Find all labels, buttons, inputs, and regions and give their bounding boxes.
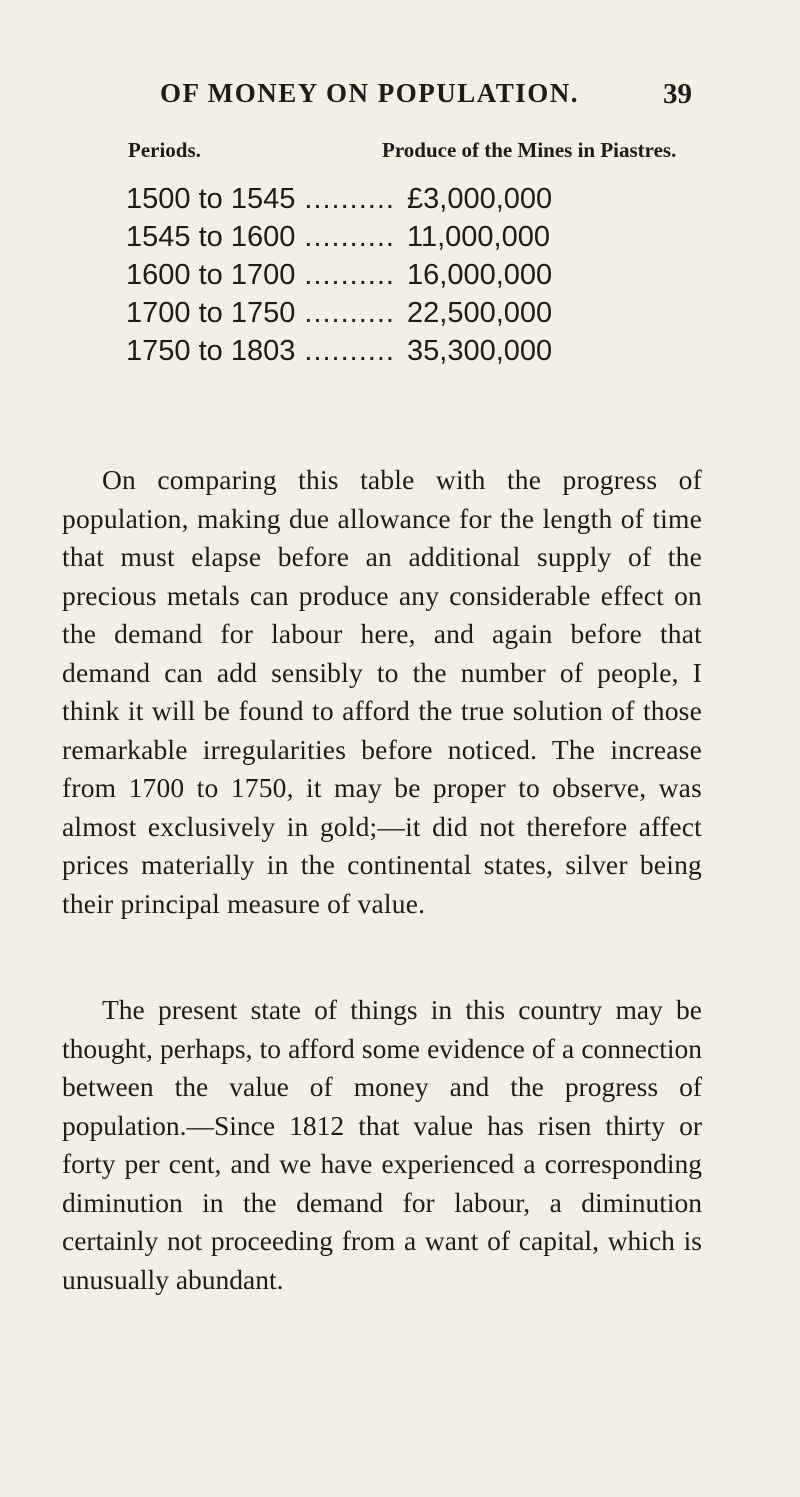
period-cell: 1750 to 1803 ..... — [126, 335, 394, 368]
amount-cell: 11,000,000 — [399, 221, 550, 254]
paragraph-present-state: The present state of things in this country may be thought, perhaps, to afford some evidence of a connection between the value of money and the progress of population.—Since 1812 that value has risen thirty or forty per cent, and we have experienced a corresponding diminution in the demand for labour, a diminution certainly not proceeding from a want of capital, which is unusually abundant. — [62, 994, 702, 1295]
amount-cell: 16,000,000 — [399, 259, 552, 292]
running-title: OF MONEY ON POPULATION. — [160, 78, 579, 108]
period-cell: 1500 to 1545 ..... — [126, 183, 394, 216]
period-cell: 1545 to 1600 ..... — [126, 221, 394, 254]
amount-cell: 22,500,000 — [399, 297, 552, 330]
amount-cell: £3,000,000 — [399, 183, 552, 216]
paragraph-comparison: On comparing this table with the progress of population, making due allowance for the length of time that must elapse before an additional supply of the precious metals can produce any considerable effect on the demand for labour here, and again before that demand can add sensibly to the number of people, I think it will be found to afford the true solution of those remarkable irregularities before noticed. The increase from 1700 to 1750, it may be proper to observe, was almost exclusively in gold;—it did not therefore affect prices materially in the continental states, silver being their principal measure of value. — [62, 464, 702, 919]
table-row — [0, 297, 800, 335]
period-cell: 1600 to 1700 ..... — [126, 259, 394, 292]
period-cell: 1700 to 1750 ..... — [126, 297, 394, 330]
table-header — [0, 138, 800, 170]
running-head — [0, 78, 800, 118]
table-row — [0, 221, 800, 259]
amount-cell: 35,300,000 — [399, 335, 552, 368]
table-row — [0, 183, 800, 221]
page-number: 39 — [663, 78, 692, 110]
produce-table — [0, 183, 800, 373]
table-row — [0, 335, 800, 373]
body-text — [62, 461, 702, 1299]
column-header-periods: Periods. — [128, 138, 201, 162]
table-row — [0, 259, 800, 297]
column-header-produce: Produce of the Mines in Piastres. — [382, 138, 677, 162]
